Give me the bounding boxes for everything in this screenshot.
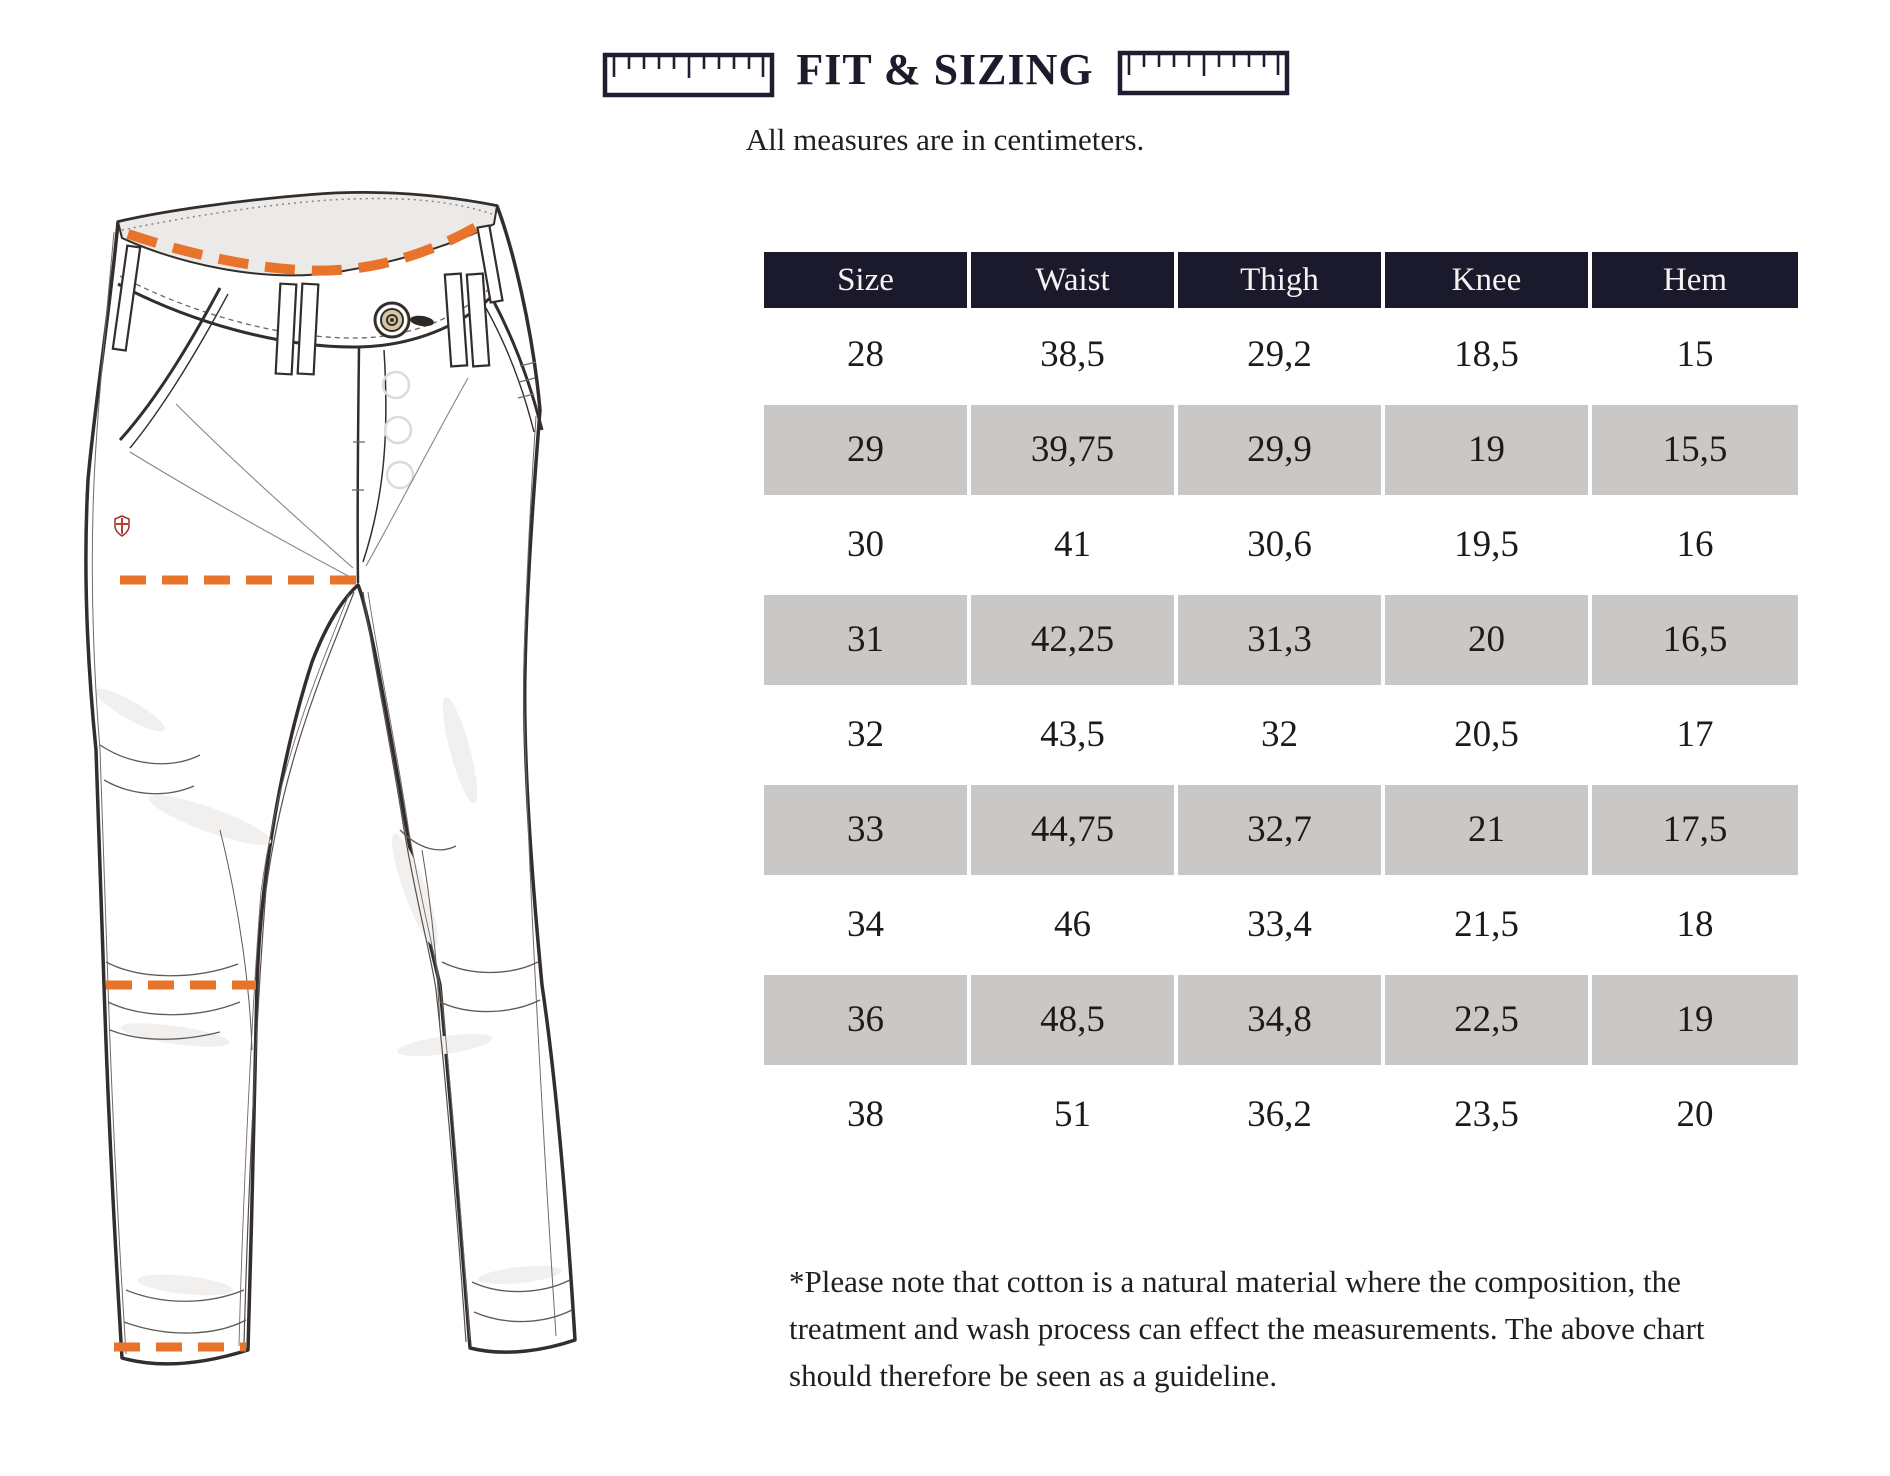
table-row bbox=[764, 405, 1800, 495]
footnote bbox=[789, 1258, 1799, 1399]
table-cell: 34 bbox=[847, 904, 884, 945]
table-cell: 16 bbox=[1676, 524, 1714, 565]
table-cell: 31,3 bbox=[1178, 595, 1381, 685]
table-cell: 38,5 bbox=[1040, 334, 1105, 375]
table-row bbox=[764, 975, 1800, 1065]
table-cell: 20,5 bbox=[1454, 714, 1519, 755]
table-row bbox=[764, 310, 1800, 400]
pants-outline bbox=[86, 193, 575, 1364]
table-cell: 39,75 bbox=[971, 405, 1174, 495]
table-cell: 22,5 bbox=[1385, 975, 1588, 1065]
table-cell: 20 bbox=[1385, 595, 1588, 685]
table-cell: 19 bbox=[1592, 975, 1798, 1065]
footnote-line: treatment and wash process can effect the measurements. The above chart bbox=[789, 1311, 1705, 1346]
table-cell: 43,5 bbox=[1040, 714, 1105, 755]
table-cell: 19 bbox=[1385, 405, 1588, 495]
column-header-waist: Waist bbox=[971, 252, 1174, 308]
table-cell: 23,5 bbox=[1454, 1094, 1519, 1135]
table-cell: 16,5 bbox=[1592, 595, 1798, 685]
table-cell: 19,5 bbox=[1454, 524, 1519, 565]
table-cell: 41 bbox=[1054, 524, 1091, 565]
table-cell: 21 bbox=[1385, 785, 1588, 875]
table-cell: 31 bbox=[764, 595, 967, 685]
table-cell: 15,5 bbox=[1592, 405, 1798, 495]
table-cell: 30,6 bbox=[1247, 524, 1312, 565]
table-row bbox=[764, 880, 1800, 970]
subtitle: All measures are in centimeters. bbox=[745, 122, 1145, 157]
table-cell: 44,75 bbox=[971, 785, 1174, 875]
table-cell: 28 bbox=[847, 334, 884, 375]
table-cell: 17,5 bbox=[1592, 785, 1798, 875]
table-cell: 46 bbox=[1054, 904, 1091, 945]
ruler-icon bbox=[1117, 50, 1290, 96]
size-table bbox=[764, 252, 1800, 1160]
table-cell: 32 bbox=[1261, 714, 1298, 755]
table-cell: 36,2 bbox=[1247, 1094, 1312, 1135]
table-row bbox=[764, 595, 1800, 685]
table-cell: 29,2 bbox=[1247, 334, 1312, 375]
table-cell: 48,5 bbox=[971, 975, 1174, 1065]
table-header-row bbox=[764, 252, 1800, 308]
table-cell: 42,25 bbox=[971, 595, 1174, 685]
table-cell: 29,9 bbox=[1178, 405, 1381, 495]
table-cell: 20 bbox=[1676, 1094, 1714, 1135]
table-row bbox=[764, 500, 1800, 590]
table-cell: 21,5 bbox=[1454, 904, 1519, 945]
footnote-line: *Please note that cotton is a natural material where the composition, the bbox=[789, 1264, 1681, 1299]
column-header-thigh: Thigh bbox=[1178, 252, 1381, 308]
table-cell: 32 bbox=[847, 714, 884, 755]
table-cell: 38 bbox=[847, 1094, 884, 1135]
table-cell: 30 bbox=[847, 524, 884, 565]
table-cell: 17 bbox=[1676, 714, 1714, 755]
table-row bbox=[764, 1070, 1800, 1160]
table-cell: 34,8 bbox=[1178, 975, 1381, 1065]
table-row bbox=[764, 785, 1800, 875]
table-cell: 32,7 bbox=[1178, 785, 1381, 875]
table-cell: 18,5 bbox=[1454, 334, 1519, 375]
table-cell: 29 bbox=[764, 405, 967, 495]
table-row bbox=[764, 690, 1800, 780]
table-cell: 36 bbox=[764, 975, 967, 1065]
column-header-size: Size bbox=[764, 252, 967, 308]
footnote-line: should therefore be seen as a guideline. bbox=[789, 1358, 1278, 1393]
column-header-hem: Hem bbox=[1592, 252, 1798, 308]
table-cell: 18 bbox=[1676, 904, 1714, 945]
table-cell: 15 bbox=[1676, 334, 1714, 375]
table-cell: 33 bbox=[764, 785, 967, 875]
table-cell: 33,4 bbox=[1247, 904, 1312, 945]
page-title: FIT & SIZING bbox=[796, 45, 1094, 94]
table-cell: 51 bbox=[1054, 1094, 1091, 1135]
column-header-knee: Knee bbox=[1385, 252, 1588, 308]
pants-illustration bbox=[70, 190, 630, 1380]
